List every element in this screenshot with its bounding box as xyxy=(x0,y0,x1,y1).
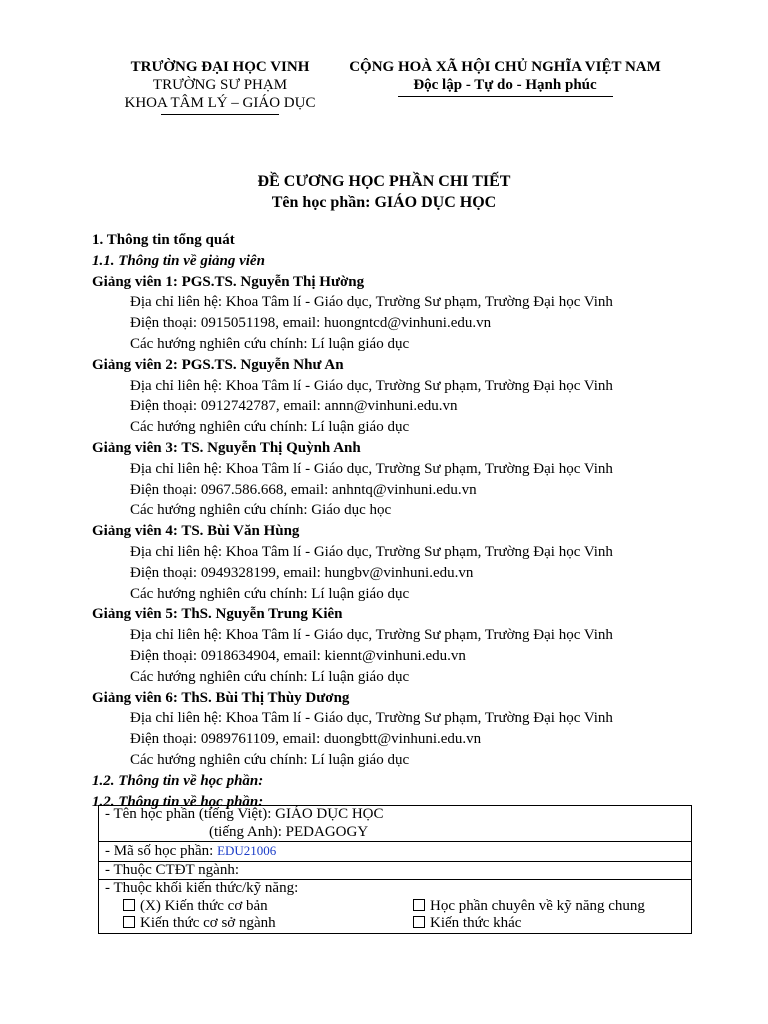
section-1-2-heading-repeat: 1.2. Thông tin về học phần: xyxy=(92,793,264,810)
course-code-label: - Mã số học phần: xyxy=(105,843,218,859)
lecturer-contact: Điện thoại: 0918634904, email: kiennt@vinhuni.edu.vn xyxy=(130,647,466,664)
course-title: Tên học phần: GIÁO DỤC HỌC xyxy=(271,194,497,211)
option-label: Học phần chuyên về kỹ năng chung xyxy=(430,897,645,914)
course-info-table xyxy=(98,805,692,934)
section-1-heading: 1. Thông tin tổng quát xyxy=(92,232,235,248)
knowledge-options-row xyxy=(105,898,685,916)
header-institution xyxy=(90,58,350,115)
lecturer-contact: Điện thoại: 0989761109, email: duongbtt@vinhuni.edu.vn xyxy=(130,731,482,748)
knowledge-block-label: - Thuộc khối kiến thức/kỹ năng: xyxy=(105,880,299,896)
option-foundation[interactable] xyxy=(105,915,413,933)
header-right-divider xyxy=(398,96,613,97)
course-code-cell xyxy=(99,842,692,862)
university-name: TRƯỜNG ĐẠI HỌC VINH xyxy=(130,59,310,75)
table-row xyxy=(99,842,692,862)
checkbox-icon[interactable] xyxy=(413,899,425,911)
checkbox-icon[interactable] xyxy=(123,916,135,928)
document-body xyxy=(92,230,712,812)
lecturer-block xyxy=(92,688,712,771)
course-name-vi: - Tên học phần (tiếng Việt): GIÁO DỤC HỌC xyxy=(105,806,384,822)
lecturer-block xyxy=(92,355,712,438)
course-name-cell xyxy=(99,806,692,842)
course-name-en: (tiếng Anh): PEDAGOGY xyxy=(209,823,369,840)
lecturer-block xyxy=(92,521,712,604)
lecturer-address: Địa chỉ liên hệ: Khoa Tâm lí - Giáo dục, Trường Sư phạm, Trường Đại học Vinh xyxy=(130,710,613,727)
lecturer-contact: Điện thoại: 0915051198, email: huongntcd@vinhuni.edu.vn xyxy=(130,315,492,332)
lecturer-research: Các hướng nghiên cứu chính: Lí luận giáo dục xyxy=(130,751,410,768)
option-general-skills[interactable] xyxy=(413,898,685,916)
school-name: TRƯỜNG SƯ PHẠM xyxy=(152,77,288,93)
lecturer-research: Các hướng nghiên cứu chính: Giáo dục học xyxy=(130,502,392,519)
lecturer-address: Địa chỉ liên hệ: Khoa Tâm lí - Giáo dục, Trường Sư phạm, Trường Đại học Vinh xyxy=(130,294,613,311)
lecturer-contact: Điện thoại: 0912742787, email: annn@vinhuni.edu.vn xyxy=(130,398,458,415)
lecturer-address: Địa chỉ liên hệ: Khoa Tâm lí - Giáo dục, Trường Sư phạm, Trường Đại học Vinh xyxy=(130,543,613,560)
lecturer-address: Địa chỉ liên hệ: Khoa Tâm lí - Giáo dục, Trường Sư phạm, Trường Đại học Vinh xyxy=(130,460,613,477)
lecturer-name: Giảng viên 1: PGS.TS. Nguyễn Thị Hường xyxy=(92,273,365,290)
lecturer-block xyxy=(92,272,712,355)
lecturer-name: Giảng viên 6: ThS. Bùi Thị Thùy Dương xyxy=(92,689,350,706)
option-basic[interactable] xyxy=(105,898,413,916)
lecturer-block xyxy=(92,438,712,521)
section-1-2-heading: 1.2. Thông tin về học phần: xyxy=(92,772,264,789)
lecturer-research: Các hướng nghiên cứu chính: Lí luận giáo dục xyxy=(130,419,410,436)
lecturer-name: Giảng viên 3: TS. Nguyễn Thị Quỳnh Anh xyxy=(92,439,361,456)
lecturer-name: Giảng viên 4: TS. Bùi Văn Hùng xyxy=(92,523,300,540)
lecturer-research: Các hướng nghiên cứu chính: Lí luận giáo dục xyxy=(130,335,410,352)
table-row xyxy=(99,861,692,880)
lecturer-block xyxy=(92,604,712,687)
checkbox-icon[interactable] xyxy=(123,899,135,911)
lecturer-contact: Điện thoại: 0949328199, email: hungbv@vinhuni.edu.vn xyxy=(130,564,474,581)
table-row xyxy=(99,880,692,934)
knowledge-options-row xyxy=(105,915,685,933)
faculty-name: KHOA TÂM LÝ – GIÁO DỤC xyxy=(124,95,316,111)
lecturer-name: Giảng viên 5: ThS. Nguyễn Trung Kiên xyxy=(92,606,343,623)
document-title: ĐỀ CƯƠNG HỌC PHẦN CHI TIẾT xyxy=(257,173,511,190)
lecturer-address: Địa chỉ liên hệ: Khoa Tâm lí - Giáo dục, Trường Sư phạm, Trường Đại học Vinh xyxy=(130,377,613,394)
header-national xyxy=(335,58,675,97)
lecturer-contact: Điện thoại: 0967.586.668, email: anhntq@vinhuni.edu.vn xyxy=(130,481,477,498)
national-motto: Độc lập - Tự do - Hạnh phúc xyxy=(413,77,597,93)
header-left-divider xyxy=(161,114,279,115)
national-title: CỘNG HOÀ XÃ HỘI CHỦ NGHĨA VIỆT NAM xyxy=(349,59,661,75)
option-other[interactable] xyxy=(413,915,685,933)
option-label: (X) Kiến thức cơ bản xyxy=(140,897,268,914)
option-label: Kiến thức cơ sở ngành xyxy=(140,915,276,931)
knowledge-block-cell xyxy=(99,880,692,934)
course-code-value: EDU21006 xyxy=(217,843,277,858)
table-row xyxy=(99,806,692,842)
lecturer-address: Địa chỉ liên hệ: Khoa Tâm lí - Giáo dục, Trường Sư phạm, Trường Đại học Vinh xyxy=(130,627,613,644)
lecturer-research: Các hướng nghiên cứu chính: Lí luận giáo dục xyxy=(130,668,410,685)
section-1-1-heading: 1.1. Thông tin về giảng viên xyxy=(92,252,265,269)
program-cell: - Thuộc CTĐT ngành: xyxy=(99,861,692,880)
option-label: Kiến thức khác xyxy=(430,915,522,931)
checkbox-icon[interactable] xyxy=(413,916,425,928)
lecturer-research: Các hướng nghiên cứu chính: Lí luận giáo dục xyxy=(130,585,410,602)
lecturer-name: Giảng viên 2: PGS.TS. Nguyễn Như An xyxy=(92,356,344,373)
